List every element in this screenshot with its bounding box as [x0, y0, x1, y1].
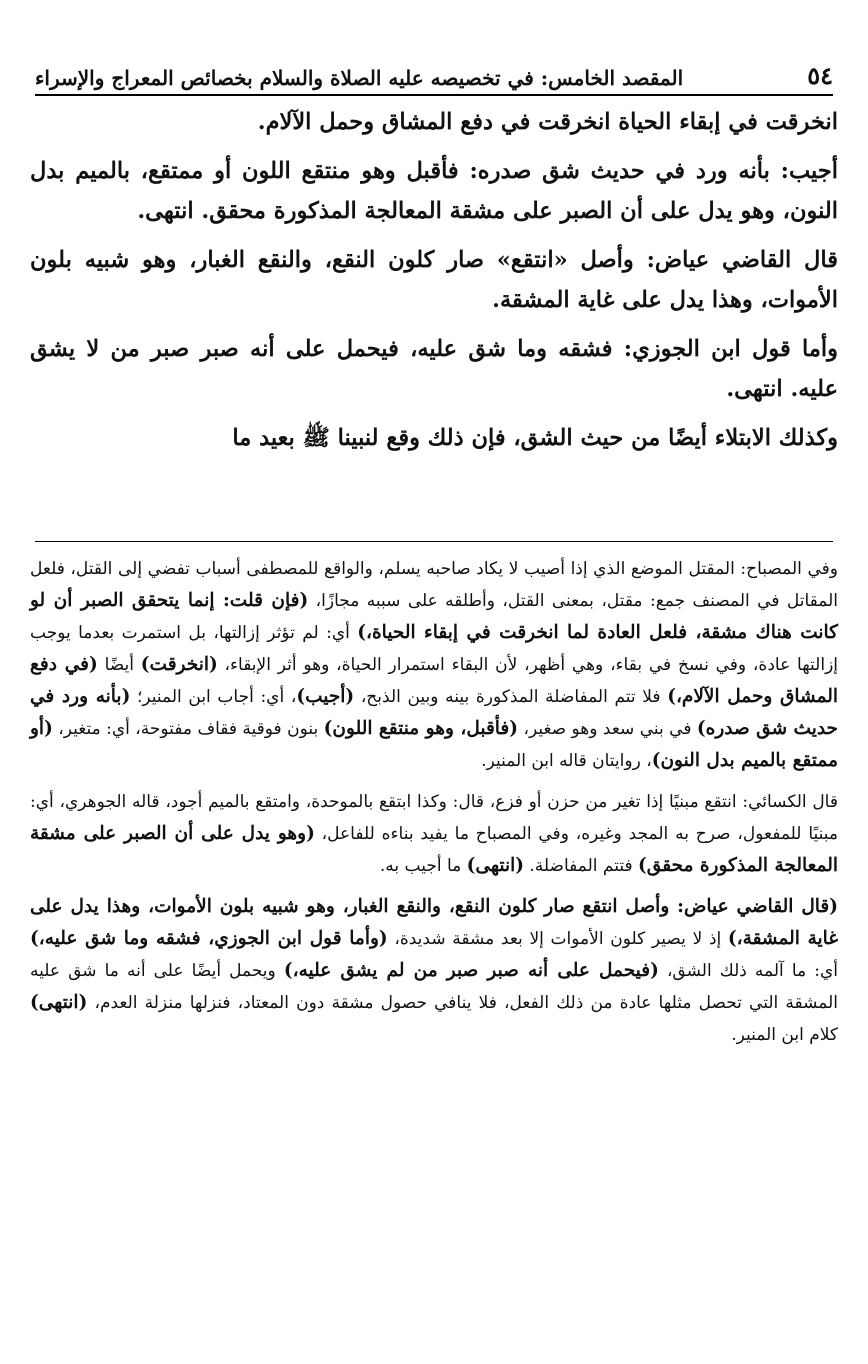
commentary-text-run: ما أجيب به. [379, 856, 467, 876]
commentary-text-run: أي: لم تؤثر إزالتها، بل استمرت بعدما يوجب إزالتها عادة، وفي نسخ في بقاء، وهي أظهر، لأن البقاء استمرار الحياة، وهو أثر الإبقاء، [30, 623, 839, 675]
quoted-matn: (بأنه ورد في حديث شق صدره) [30, 686, 838, 739]
commentary-text-run: قال الكسائي: انتقع مبنيًا إذا تغير من حزن أو فزع، قال: وكذا ابتقع بالموحدة، وامتقع بالميم أجود، قاله الجوهري، أي: مبنيًا للمفعول، صرح به المجد وغيره، وفي المصباح ما يفيد بناءه للفاعل، [30, 792, 839, 844]
quoted-matn: (أجيب) [296, 686, 355, 707]
main-text [30, 102, 838, 466]
quoted-matn: (وهو يدل على أن الصبر على مشقة المعالجة المذكورة محقق) [30, 823, 838, 876]
commentary-text-run: في بني سعد وهو صغير، [518, 719, 697, 739]
main-paragraph: وأما قول ابن الجوزي: فشقه وما شق عليه، فيحمل على أنه صبر صبر من لا يشق عليه. انتهى. [30, 335, 838, 402]
header-rule [35, 94, 833, 96]
quoted-matn: (في دفع المشاق وحمل الآلام،) [30, 654, 838, 707]
quoted-matn: (فإن قلت: إنما يتحقق الصبر أن لو كانت هناك مشقة، فلعل العادة لما انخرقت في إبقاء الحياة،) [30, 590, 838, 643]
commentary-paragraph [30, 891, 838, 1051]
header-title: المقصد الخامس: في تخصيصه عليه الصلاة والسلام بخصائص المعراج والإسراء [35, 66, 684, 90]
commentary-text-run: ويحمل أيضًا على أنه ما شق عليه المشقة التي تحصل مثلها عادة من ذلك الفعل، فلا ينافي حصول مشقة دون المعتاد، فنزلها منزلة العدم، [30, 961, 838, 1013]
commentary-text-run: أي: ما آلمه ذلك الشق، [658, 961, 838, 981]
commentary-text-run: بنون فوقية فقاف مفتوحة، أي: متغير، [52, 719, 324, 739]
quoted-matn: (فيحمل على أنه صبر صبر من لم يشق عليه،) [283, 960, 659, 981]
quoted-matn: (انتهى) [30, 992, 88, 1013]
quoted-matn: (قال القاضي عياض: وأصل انتقع صار كلون النقع، والنقع الغبار، وهو شبيه بلون الأموات، وهذا يدل على غاية المشقة،) [30, 896, 838, 949]
page-number: ٥٤ [807, 61, 833, 90]
quoted-matn: (فأقبل، وهو منتقع اللون) [323, 718, 519, 739]
commentary-text-run: ، أي: أجاب ابن المنير؛ [130, 687, 297, 707]
commentary-paragraph [30, 786, 838, 882]
quoted-matn: (أو ممتقع بالميم بدل النون) [30, 718, 838, 771]
quoted-matn: (وأما قول ابن الجوزي، فشقه وما شق عليه،) [30, 928, 388, 949]
commentary-divider [35, 541, 833, 542]
commentary-text-run: ، روايتان قاله ابن المنير. [481, 751, 652, 771]
commentary-text-run: كلام ابن المنير. [731, 1025, 838, 1045]
commentary-text-run: إذ لا يصير كلون الأموات إلا بعد مشقة شديدة، [387, 929, 728, 949]
commentary-text-run: فتتم المفاضلة. [524, 856, 639, 876]
main-paragraph: وكذلك الابتلاء أيضًا من حيث الشق، فإن ذلك وقع لنبينا ﷺ بعيد ما [232, 424, 838, 451]
quoted-matn: (انتهى) [466, 855, 524, 876]
commentary-text [30, 553, 838, 1060]
commentary-text-run: وفي المصباح: المقتل الموضع الذي إذا أصيب لا يكاد صاحبه يسلم، والواقع للمصطفى أسباب تفضي إلى القتل، فلعل المقاتل في المصنف جمع: مقتل، بمعنى القتل، وأطلقه على سببه مجازًا، [30, 559, 838, 611]
running-header [35, 42, 833, 90]
commentary-paragraph [30, 553, 838, 777]
quoted-matn: (انخرقت) [140, 654, 218, 675]
main-paragraph: قال القاضي عياض: وأصل «انتقع» صار كلون النقع، والنقع الغبار، وهو شبيه بلون الأموات، وهذا يدل على غاية المشقة. [30, 246, 838, 313]
main-paragraph: أجيب: بأنه ورد في حديث شق صدره: فأقبل وهو منتقع اللون أو ممتقع، بالميم بدل النون، وهو يدل على أن الصبر على مشقة المعالجة المذكورة محقق. انتهى. [30, 157, 838, 224]
commentary-text-run: فلا تتم المفاضلة المذكورة بينه وبين الذبح، [354, 687, 668, 707]
commentary-text-run: أيضًا [97, 655, 141, 675]
main-paragraph: انخرقت في إبقاء الحياة انخرقت في دفع المشاق وحمل الآلام. [257, 109, 838, 135]
